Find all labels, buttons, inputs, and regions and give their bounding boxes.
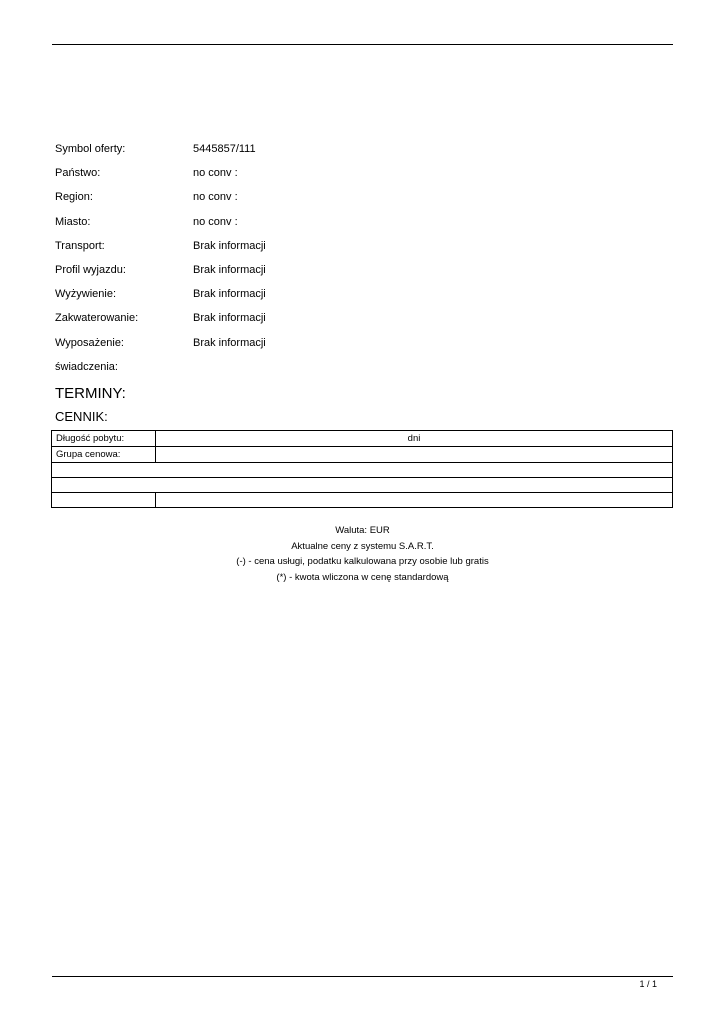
duration-label-cell: Długość pobytu: <box>52 431 156 447</box>
empty-cell <box>52 493 156 508</box>
table-row-empty <box>52 493 673 508</box>
field-row-accommodation <box>55 310 555 334</box>
table-row-price-group <box>52 447 673 463</box>
field-value: no conv : <box>193 191 238 204</box>
field-value: Brak informacji <box>193 288 266 301</box>
table-row-empty <box>52 463 673 478</box>
field-label: Miasto: <box>55 215 91 228</box>
field-label: Wyżywienie: <box>55 288 117 301</box>
price-notes <box>0 523 725 585</box>
field-value: no conv : <box>193 167 238 180</box>
current-prices-note: Aktualne ceny z systemu S.A.R.T. <box>291 540 434 552</box>
field-row-region <box>55 189 555 213</box>
field-row-trip-profile <box>55 262 555 286</box>
field-row-transport <box>55 238 555 262</box>
field-label: Transport: <box>55 239 105 252</box>
table-row-empty <box>52 478 673 493</box>
empty-cell <box>52 463 673 478</box>
section-heading-pricelist: CENNIK: <box>55 409 108 424</box>
empty-cell <box>156 493 673 508</box>
field-value: no conv : <box>193 215 238 228</box>
field-value: 5445857/111 <box>193 143 256 155</box>
price-table <box>51 430 673 508</box>
field-row-equipment <box>55 335 555 359</box>
field-value: Brak informacji <box>193 263 266 276</box>
field-value: Brak informacji <box>193 239 266 252</box>
field-row-symbol <box>55 141 555 165</box>
legend-minus-note: (-) - cena usługi, podatku kalkulowana przy osobie lub gratis <box>236 556 489 567</box>
currency-note: Waluta: EUR <box>335 525 390 536</box>
field-row-services <box>55 359 555 383</box>
field-value: Brak informacji <box>193 312 266 325</box>
duration-unit-cell: dni <box>156 431 673 447</box>
empty-cell <box>52 478 673 493</box>
field-label: Region: <box>55 191 93 204</box>
field-label: świadczenia: <box>55 360 118 373</box>
table-row-duration <box>52 431 673 447</box>
field-label: Zakwaterowanie: <box>55 312 139 325</box>
field-row-city <box>55 214 555 238</box>
section-heading-terms: TERMINY: <box>55 385 126 402</box>
field-label: Symbol oferty: <box>55 143 126 155</box>
field-row-board <box>55 286 555 310</box>
field-label: Państwo: <box>55 167 101 180</box>
offer-fields <box>55 141 555 383</box>
bottom-rule <box>52 976 673 977</box>
field-label: Profil wyjazdu: <box>55 263 126 276</box>
legend-star-note: (*) - kwota wliczona w cenę standardową <box>276 571 449 583</box>
price-group-label-cell: Grupa cenowa: <box>52 447 156 463</box>
top-rule <box>52 44 673 45</box>
field-label: Wyposażenie: <box>55 336 124 349</box>
page-number: 1 / 1 <box>639 979 657 989</box>
field-row-country <box>55 165 555 189</box>
field-value: Brak informacji <box>193 336 266 349</box>
price-group-value-cell <box>156 447 673 463</box>
